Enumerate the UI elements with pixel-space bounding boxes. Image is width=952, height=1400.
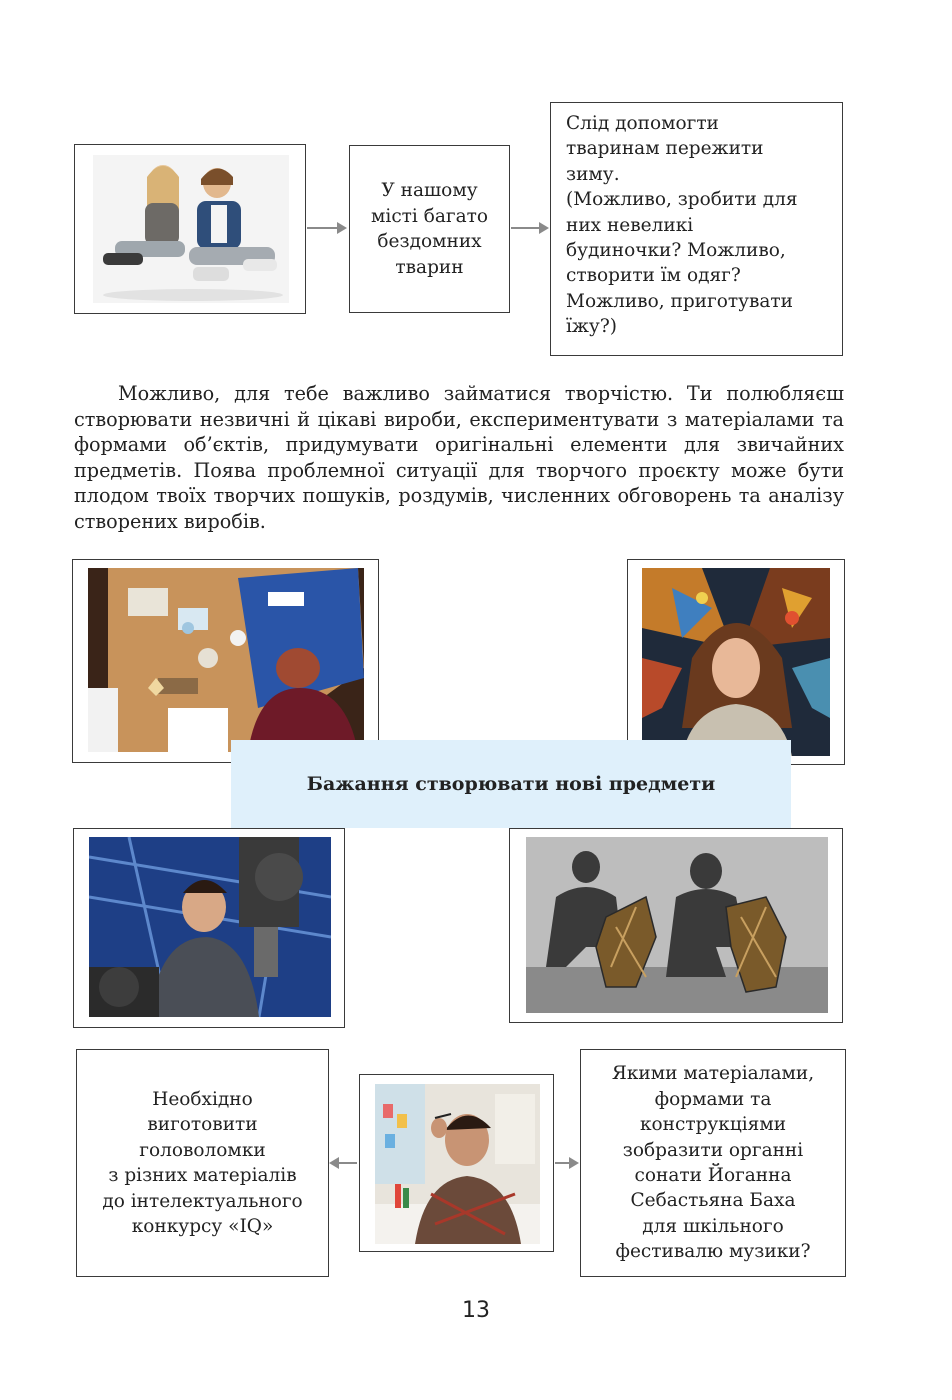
arrow-left <box>331 1162 357 1164</box>
arrow-right-1 <box>307 227 345 229</box>
help-line: зиму. <box>566 163 620 185</box>
help-line: створити їм одяг? <box>566 265 741 287</box>
bach-line: сонати Йоганна <box>634 1165 792 1186</box>
body-paragraph <box>74 381 844 535</box>
help-line: тваринам пережити <box>566 138 764 160</box>
photo-teens-sitting <box>74 144 306 314</box>
help-line: Слід допомогти <box>566 113 719 134</box>
arrow-right-3 <box>555 1162 577 1164</box>
puzzles-line: Необхідно <box>152 1088 253 1110</box>
photo-shadow-sculpture <box>509 828 843 1023</box>
puzzles-line: конкурсу «IQ» <box>131 1216 274 1237</box>
puzzles-line: з різних матеріалів <box>108 1165 297 1186</box>
bach-box <box>580 1049 846 1277</box>
banner-text: Бажання створювати нові предмети <box>306 773 716 795</box>
photo-boy-machine <box>73 828 345 1028</box>
bach-line: зобразити органні <box>622 1139 804 1161</box>
puzzles-line: до інтелектуального <box>102 1190 303 1212</box>
homeless-animals-box <box>349 145 510 313</box>
photo-girl-art <box>627 559 845 765</box>
bach-line: фестивалю музики? <box>615 1241 811 1263</box>
bach-line: для шкільного <box>642 1215 784 1237</box>
help-line: (Можливо, зробити для <box>566 189 798 211</box>
homeless-animals-text: У нашому місті багато бездомних тварин <box>371 180 488 278</box>
puzzles-line: головоломки <box>139 1139 266 1161</box>
bach-line: Себастьяна Баха <box>630 1190 796 1212</box>
paragraph-text: Можливо, для тебе важливо займатися творчістю. Ти полюбляєш створювати незвичні й цікаві вироби, експериментувати з матеріалами та формами об’єктів, придумувати оригінальні елементи для звичайних предметів. Поява проблемної ситуації для творчого проєкту може бути плодом твоїх творчих пошуків, роздумів, численних обговорень та аналізу створених виробів. <box>74 382 844 533</box>
help-line: будиночки? Можливо, <box>566 240 786 262</box>
help-line: їжу?) <box>566 316 617 338</box>
desire-banner <box>231 740 791 828</box>
help-animals-box <box>550 102 843 356</box>
puzzles-box <box>76 1049 329 1277</box>
help-line: них невеликі <box>566 214 694 236</box>
bach-line: конструкціями <box>639 1114 787 1136</box>
puzzles-line: виготовити <box>147 1114 258 1135</box>
bach-line: Якими матеріалами, <box>611 1063 815 1085</box>
bach-line: формами та <box>654 1088 772 1110</box>
help-line: Можливо, приготувати <box>566 290 793 312</box>
page-number: 13 <box>462 1298 490 1323</box>
photo-craft-table <box>72 559 379 763</box>
arrow-right-2 <box>511 227 547 229</box>
photo-thinking-boy <box>359 1074 554 1252</box>
